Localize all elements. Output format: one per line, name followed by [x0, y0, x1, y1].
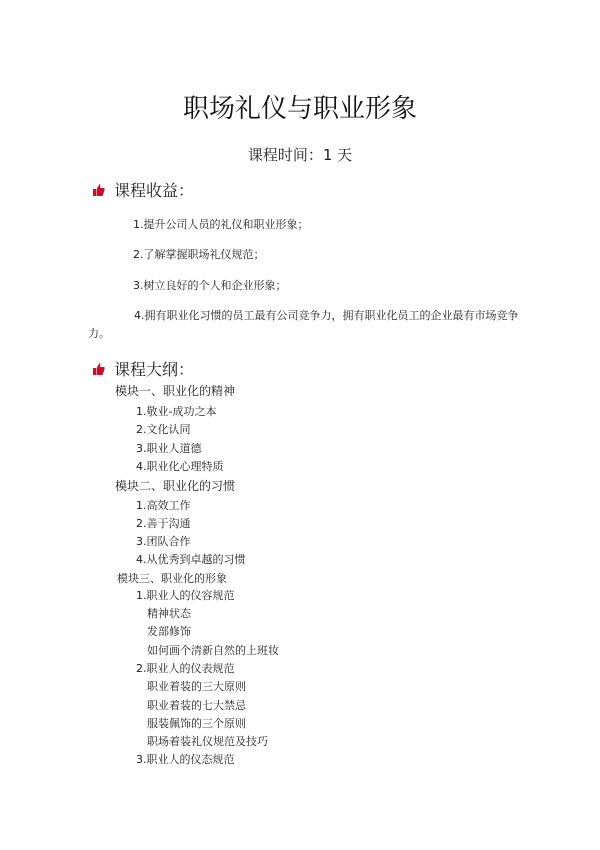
benefit-item: 2.了解掌握职场礼仪规范； — [133, 248, 265, 261]
outline-heading-label: 课程大纲： — [114, 360, 195, 379]
module-title: 模块二、职业化的习惯 — [115, 479, 236, 493]
thumbs-up-icon — [90, 182, 106, 198]
document-title: 职场礼仪与职业形象 — [182, 94, 417, 124]
thumbs-up-icon — [90, 361, 106, 377]
outline-item: 2.职业人的仪表规范 — [136, 662, 235, 675]
outline-subitem: 职场着装礼仪规范及技巧 — [147, 735, 268, 748]
benefit-item: 3.树立良好的个人和企业形象； — [133, 279, 287, 292]
benefit-item-continued: 力。 — [88, 327, 110, 340]
module-title: 模块三、职业化的形象 — [117, 572, 227, 585]
outline-item: 1.高效工作 — [136, 499, 191, 512]
outline-item: 3.职业人的仪态规范 — [136, 753, 235, 766]
outline-subitem: 发部修饰 — [147, 625, 191, 638]
benefits-heading-label: 课程收益： — [114, 181, 195, 200]
outline-subitem: 服装佩饰的三个原则 — [147, 717, 246, 730]
outline-item: 4.职业化心理特质 — [136, 460, 224, 473]
outline-heading — [90, 357, 194, 380]
module-title: 模块一、职业化的精神 — [115, 384, 236, 398]
outline-item: 3.职业人道德 — [136, 442, 202, 455]
benefits-heading — [90, 178, 194, 201]
benefit-item: 1.提升公司人员的礼仪和职业形象； — [133, 218, 309, 231]
course-duration: 课程时间：1 天 — [247, 146, 353, 164]
outline-subitem: 精神状态 — [147, 607, 191, 620]
outline-item: 3.团队合作 — [136, 535, 191, 548]
outline-item: 1.职业人的仪容规范 — [136, 589, 235, 602]
outline-subitem: 如何画个清新自然的上班妆 — [147, 644, 279, 657]
outline-item: 2.文化认同 — [136, 423, 191, 436]
outline-subitem: 职业着装的三大原则 — [147, 680, 246, 693]
outline-item: 1.敬业-成功之本 — [136, 405, 217, 418]
benefit-item: 4.拥有职业化习惯的员工最有公司竞争力，拥有职业化员工的企业最有市场竞争 — [134, 309, 519, 322]
outline-item: 4.从优秀到卓越的习惯 — [136, 553, 246, 566]
outline-subitem: 职业着装的七大禁忌 — [147, 699, 246, 712]
outline-item: 2.善于沟通 — [136, 517, 191, 530]
